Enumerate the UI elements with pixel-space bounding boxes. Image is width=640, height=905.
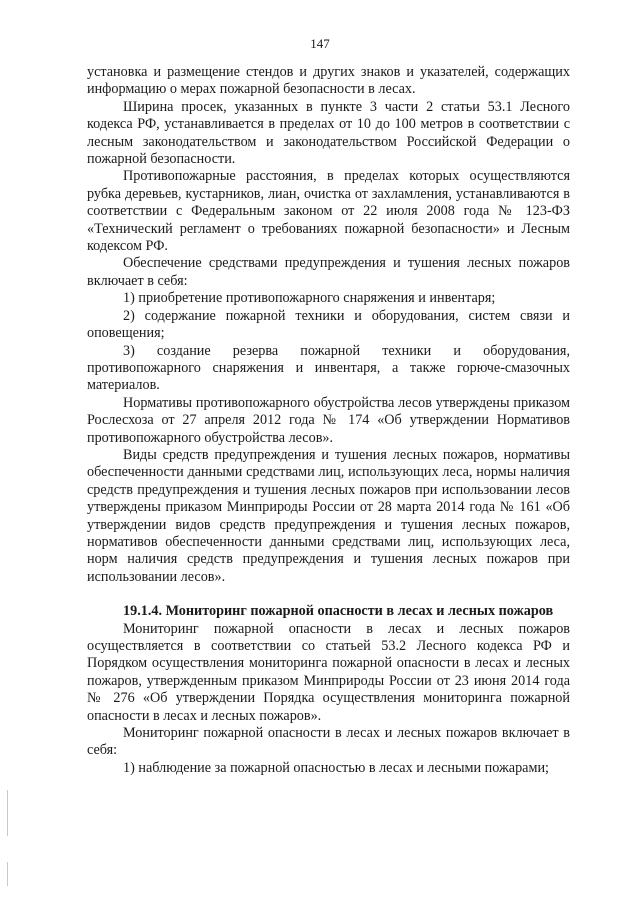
- paragraph: Мониторинг пожарной опасности в лесах и лесных пожаров включает в себя:: [87, 725, 570, 759]
- paragraph: Ширина просек, указанных в пункте 3 части 2 статьи 53.1 Лесного кодекса РФ, устанавливается в пределах от 10 до 100 метров в соответствии с лесным законодательством и законодательством Российской Федерации о пожарной безопасности.: [87, 98, 570, 168]
- paragraph: Мониторинг пожарной опасности в лесах и лесных пожаров осуществляется в соответствии со статьей 53.2 Лесного кодекса РФ и Порядком осуществления мониторинга пожарной опасности в лесах и лесных пожаров, утвержденным приказом Минприроды России от 23 июня 2014 года № 276 «Об утверждении Порядка осуществления мониторинга пожарной опасности в лесах и лесных пожаров».: [87, 620, 570, 724]
- list-item: 1) приобретение противопожарного снаряжения и инвентаря;: [123, 290, 496, 307]
- paragraph: Виды средств предупреждения и тушения лесных пожаров, нормативы обеспеченности данными средствами лиц, использующих леса, нормы наличия средств предупреждения и тушения лесных пожаров при использовании лесов утверждены приказом Минприроды России от 28 марта 2014 года № 161 «Об утверждении видов средств предупреждения и тушения лесных пожаров, нормативов обеспеченности данными средствами лиц, использующих леса, норм наличия средств предупреждения и тушения лесных пожаров при использовании лесов».: [87, 446, 570, 585]
- page-content: [87, 64, 570, 777]
- list-item: 2) содержание пожарной техники и оборудования, систем связи и оповещения;: [87, 307, 570, 342]
- page-number: 147: [310, 36, 330, 51]
- section-heading: 19.1.4. Мониторинг пожарной опасности в лесах и лесных пожаров: [123, 603, 554, 620]
- paragraph: установка и размещение стендов и других знаков и указателей, содержащих информацию о мерах пожарной безопасности в лесах.: [87, 64, 570, 98]
- paragraph: Обеспечение средствами предупреждения и тушения лесных пожаров включает в себя:: [87, 255, 570, 289]
- text-block-after-heading: [87, 621, 570, 778]
- scan-edge-mark: [7, 862, 8, 886]
- scan-edge-mark: [7, 790, 8, 836]
- list-item: 1) наблюдение за пожарной опасностью в лесах и лесными пожарами;: [123, 759, 549, 776]
- paragraph: Противопожарные расстояния, в пределах которых осуществляются рубка деревьев, кустарников, лиан, очистка от захламления, устанавливаются в соответствии с Федеральным законом от 22 июля 2008 года № 123-ФЗ «Технический регламент о требованиях пожарной безопасности» и Лесным кодексом РФ.: [87, 168, 570, 255]
- paragraph: Нормативы противопожарного обустройства лесов утверждены приказом Рослесхоза от 27 апреля 2012 года № 174 «Об утверждении Нормативов противопожарного обустройства лесов».: [87, 394, 570, 446]
- text-block-before-heading: [87, 64, 570, 586]
- list-item: 3) создание резерва пожарной техники и оборудования, противопожарного снаряжения и инвентаря, а также горюче-смазочных материалов.: [87, 342, 570, 394]
